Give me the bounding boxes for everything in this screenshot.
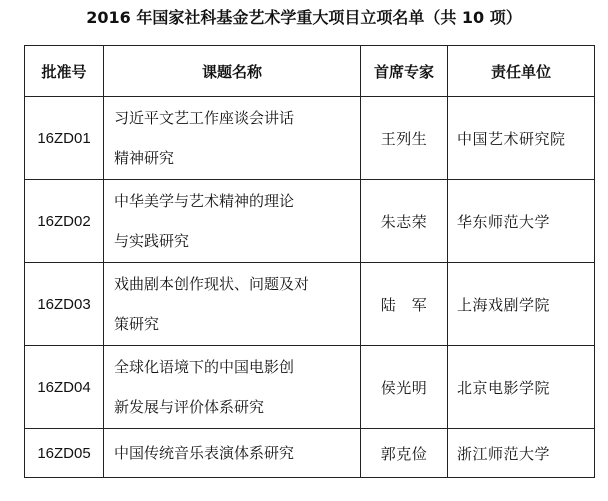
table-row bbox=[25, 180, 595, 263]
approval-number: 16ZD02 bbox=[25, 180, 104, 263]
table-row bbox=[25, 346, 595, 429]
approval-number: 16ZD01 bbox=[25, 97, 104, 180]
table-header-row bbox=[25, 46, 595, 97]
project-name bbox=[104, 97, 361, 180]
chief-expert: 王列生 bbox=[361, 97, 448, 180]
responsible-unit: 中国艺术研究院 bbox=[448, 97, 595, 180]
chief-expert: 朱志荣 bbox=[361, 180, 448, 263]
table-row bbox=[25, 97, 595, 180]
chief-expert: 陆 军 bbox=[361, 263, 448, 346]
header-responsible-unit: 责任单位 bbox=[448, 46, 595, 97]
project-name-line: 与实践研究 bbox=[114, 232, 190, 250]
project-name-line: 策研究 bbox=[114, 315, 160, 333]
approval-number: 16ZD04 bbox=[25, 346, 104, 429]
table-row bbox=[25, 263, 595, 346]
document-title: 2016 年国家社科基金艺术学重大项目立项名单（共 10 项） bbox=[86, 8, 522, 27]
responsible-unit: 华东师范大学 bbox=[448, 180, 595, 263]
project-name-line: 中华美学与艺术精神的理论 bbox=[114, 192, 295, 210]
header-approval-number: 批准号 bbox=[25, 46, 104, 97]
project-name-line: 精神研究 bbox=[114, 149, 175, 167]
project-name bbox=[104, 429, 361, 478]
header-chief-expert: 首席专家 bbox=[361, 46, 448, 97]
approval-number: 16ZD03 bbox=[25, 263, 104, 346]
project-name-line: 戏曲剧本创作现状、问题及对 bbox=[114, 275, 310, 293]
project-name bbox=[104, 346, 361, 429]
project-name-line: 全球化语境下的中国电影创 bbox=[114, 358, 295, 376]
chief-expert: 郭克俭 bbox=[361, 429, 448, 478]
chief-expert: 侯光明 bbox=[361, 346, 448, 429]
project-table bbox=[24, 45, 595, 478]
project-name-line: 新发展与评价体系研究 bbox=[114, 398, 265, 416]
table-row bbox=[25, 429, 595, 478]
responsible-unit: 浙江师范大学 bbox=[448, 429, 595, 478]
project-name-line: 中国传统音乐表演体系研究 bbox=[114, 444, 295, 462]
project-name bbox=[104, 263, 361, 346]
responsible-unit: 上海戏剧学院 bbox=[448, 263, 595, 346]
header-project-name: 课题名称 bbox=[104, 46, 361, 97]
project-name-line: 习近平文艺工作座谈会讲话 bbox=[114, 109, 295, 127]
project-name bbox=[104, 180, 361, 263]
approval-number: 16ZD05 bbox=[25, 429, 104, 478]
responsible-unit: 北京电影学院 bbox=[448, 346, 595, 429]
